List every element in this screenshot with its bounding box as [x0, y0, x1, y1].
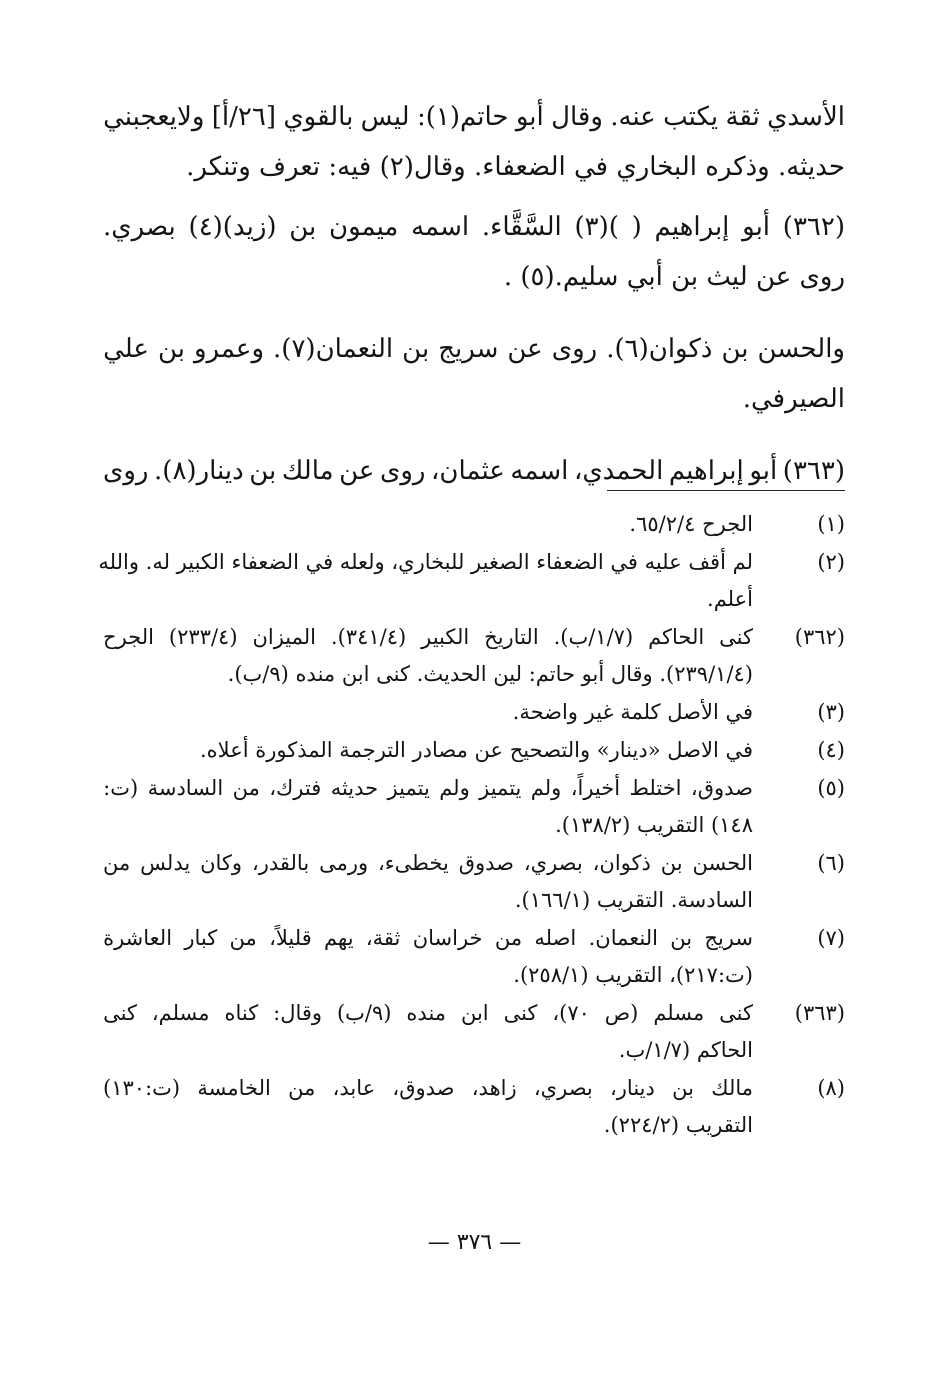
footnote-line: كنى مسلم (ص ٧٠)، كنى ابن منده (٩/ب) وقال: كناه مسلم، كنى [103, 1001, 753, 1025]
footnote-text [98, 544, 753, 618]
text-line: (٣٦٢) أبو إبراهيم ( )(٣) السَّقَّاء. اسمه ميمون بن (زيد)(٤) بصري. [103, 212, 845, 242]
footnote-text [103, 619, 753, 693]
text-line: حديثه. وذكره البخاري في الضعفاء. وقال(٢) فيه: تعرف وتنكر. [186, 152, 845, 182]
footnote-number: (٧) [817, 926, 845, 950]
page-number: — ٣٧٦ — [427, 1230, 522, 1255]
footnote-text [103, 920, 753, 994]
footnote-separator [607, 490, 845, 491]
footnote [103, 845, 845, 919]
footnote [103, 920, 845, 994]
footnote [103, 506, 845, 543]
text-line: (٣٦٣) أبو إبراهيم الحمدي، اسمه عثمان، روى عن مالك بن دينار(٨). روى [103, 456, 845, 486]
footnote-number: (٣٦٣) [794, 1001, 845, 1025]
footnote-line: (ت:٢١٧)، التقريب (٢٥٨/١). [513, 963, 753, 987]
text-line: الأسدي ثقة يكتب عنه. وقال أبو حاتم(١): ليس بالقوي [٢٦/أ] ولايعجبني [103, 102, 845, 132]
footnote [103, 619, 845, 693]
footnote [103, 1070, 845, 1144]
footnote [103, 995, 845, 1069]
footnote-line: السادسة. التقريب (١٦٦/١). [514, 888, 753, 912]
text-line: الصيرفي. [742, 384, 845, 414]
footnote-number: (٣) [817, 700, 845, 724]
footnote-line: التقريب (٢٢٤/٢). [603, 1113, 753, 1137]
entry-363 [103, 446, 845, 496]
footnote-line: مالك بن دينار، بصري، زاهد، صدوق، عابد، من الخامسة (ت:١٣٠) [103, 1076, 753, 1100]
footnote-text [103, 770, 753, 844]
entry-362 [103, 202, 845, 302]
footnote [103, 694, 845, 731]
footnote-line: (٢٣٩/١/٤). وقال أبو حاتم: لين الحديث. كنى ابن منده (٩/ب). [227, 662, 753, 686]
footnote [98, 544, 845, 618]
footnote-text [103, 506, 753, 543]
text-line: والحسن بن ذكوان(٦). روى عن سريج بن النعمان(٧). وعمرو بن علي [103, 334, 845, 364]
footnote-text [103, 1070, 753, 1144]
footnote [103, 732, 845, 769]
footnote-line: أعلم. [707, 587, 753, 611]
footnote-line: ١٤٨) التقريب (١٣٨/٢). [555, 813, 753, 837]
paragraph [103, 324, 845, 424]
main-text [103, 92, 845, 496]
footnote-text [103, 732, 753, 769]
footnote-text [103, 694, 753, 731]
footnote-line: صدوق، اختلط أخيراً، ولم يتميز ولم يتميز حديثه فترك، من السادسة (ت: [103, 776, 753, 800]
footnote-line: الحسن بن ذكوان، بصري، صدوق يخطىء، ورمى بالقدر، وكان يدلس من [103, 851, 753, 875]
footnote-number: (٣٦٢) [794, 625, 845, 649]
footnote-text [103, 995, 753, 1069]
text-line: روى عن ليث بن أبي سليم.(٥) . [503, 262, 845, 292]
footnote-number: (٤) [817, 738, 845, 762]
footnote-line: لم أقف عليه في الضعفاء الصغير للبخاري، ولعله في الضعفاء الكبير له. والله [98, 550, 753, 574]
footnote-line: في الأصل كلمة غير واضحة. [512, 700, 753, 724]
footnote-text [103, 845, 753, 919]
footnote-line: الحاكم (١/٧/ب. [618, 1038, 753, 1062]
footnote-number: (١) [817, 512, 845, 536]
footnote-line: سريج بن النعمان. اصله من خراسان ثقة، يهم قليلاً، من كبار العاشرة [103, 926, 753, 950]
footnotes [98, 506, 845, 1145]
footnote-line: في الاصل «دينار» والتصحيح عن مصادر الترجمة المذكورة أعلاه. [200, 738, 753, 762]
paragraph [103, 92, 845, 192]
footnote-number: (٥) [817, 776, 845, 800]
footnote-number: (٢) [817, 550, 845, 574]
footnote-number: (٦) [817, 851, 845, 875]
footnote [103, 770, 845, 844]
footnote-line: الجرح ٦٥/٢/٤. [629, 512, 753, 536]
footnote-number: (٨) [817, 1076, 845, 1100]
footnote-line: كنى الحاكم (١/٧/ب). التاريخ الكبير (٣٤١/٤). الميزان (٢٣٣/٤) الجرح [103, 625, 753, 649]
